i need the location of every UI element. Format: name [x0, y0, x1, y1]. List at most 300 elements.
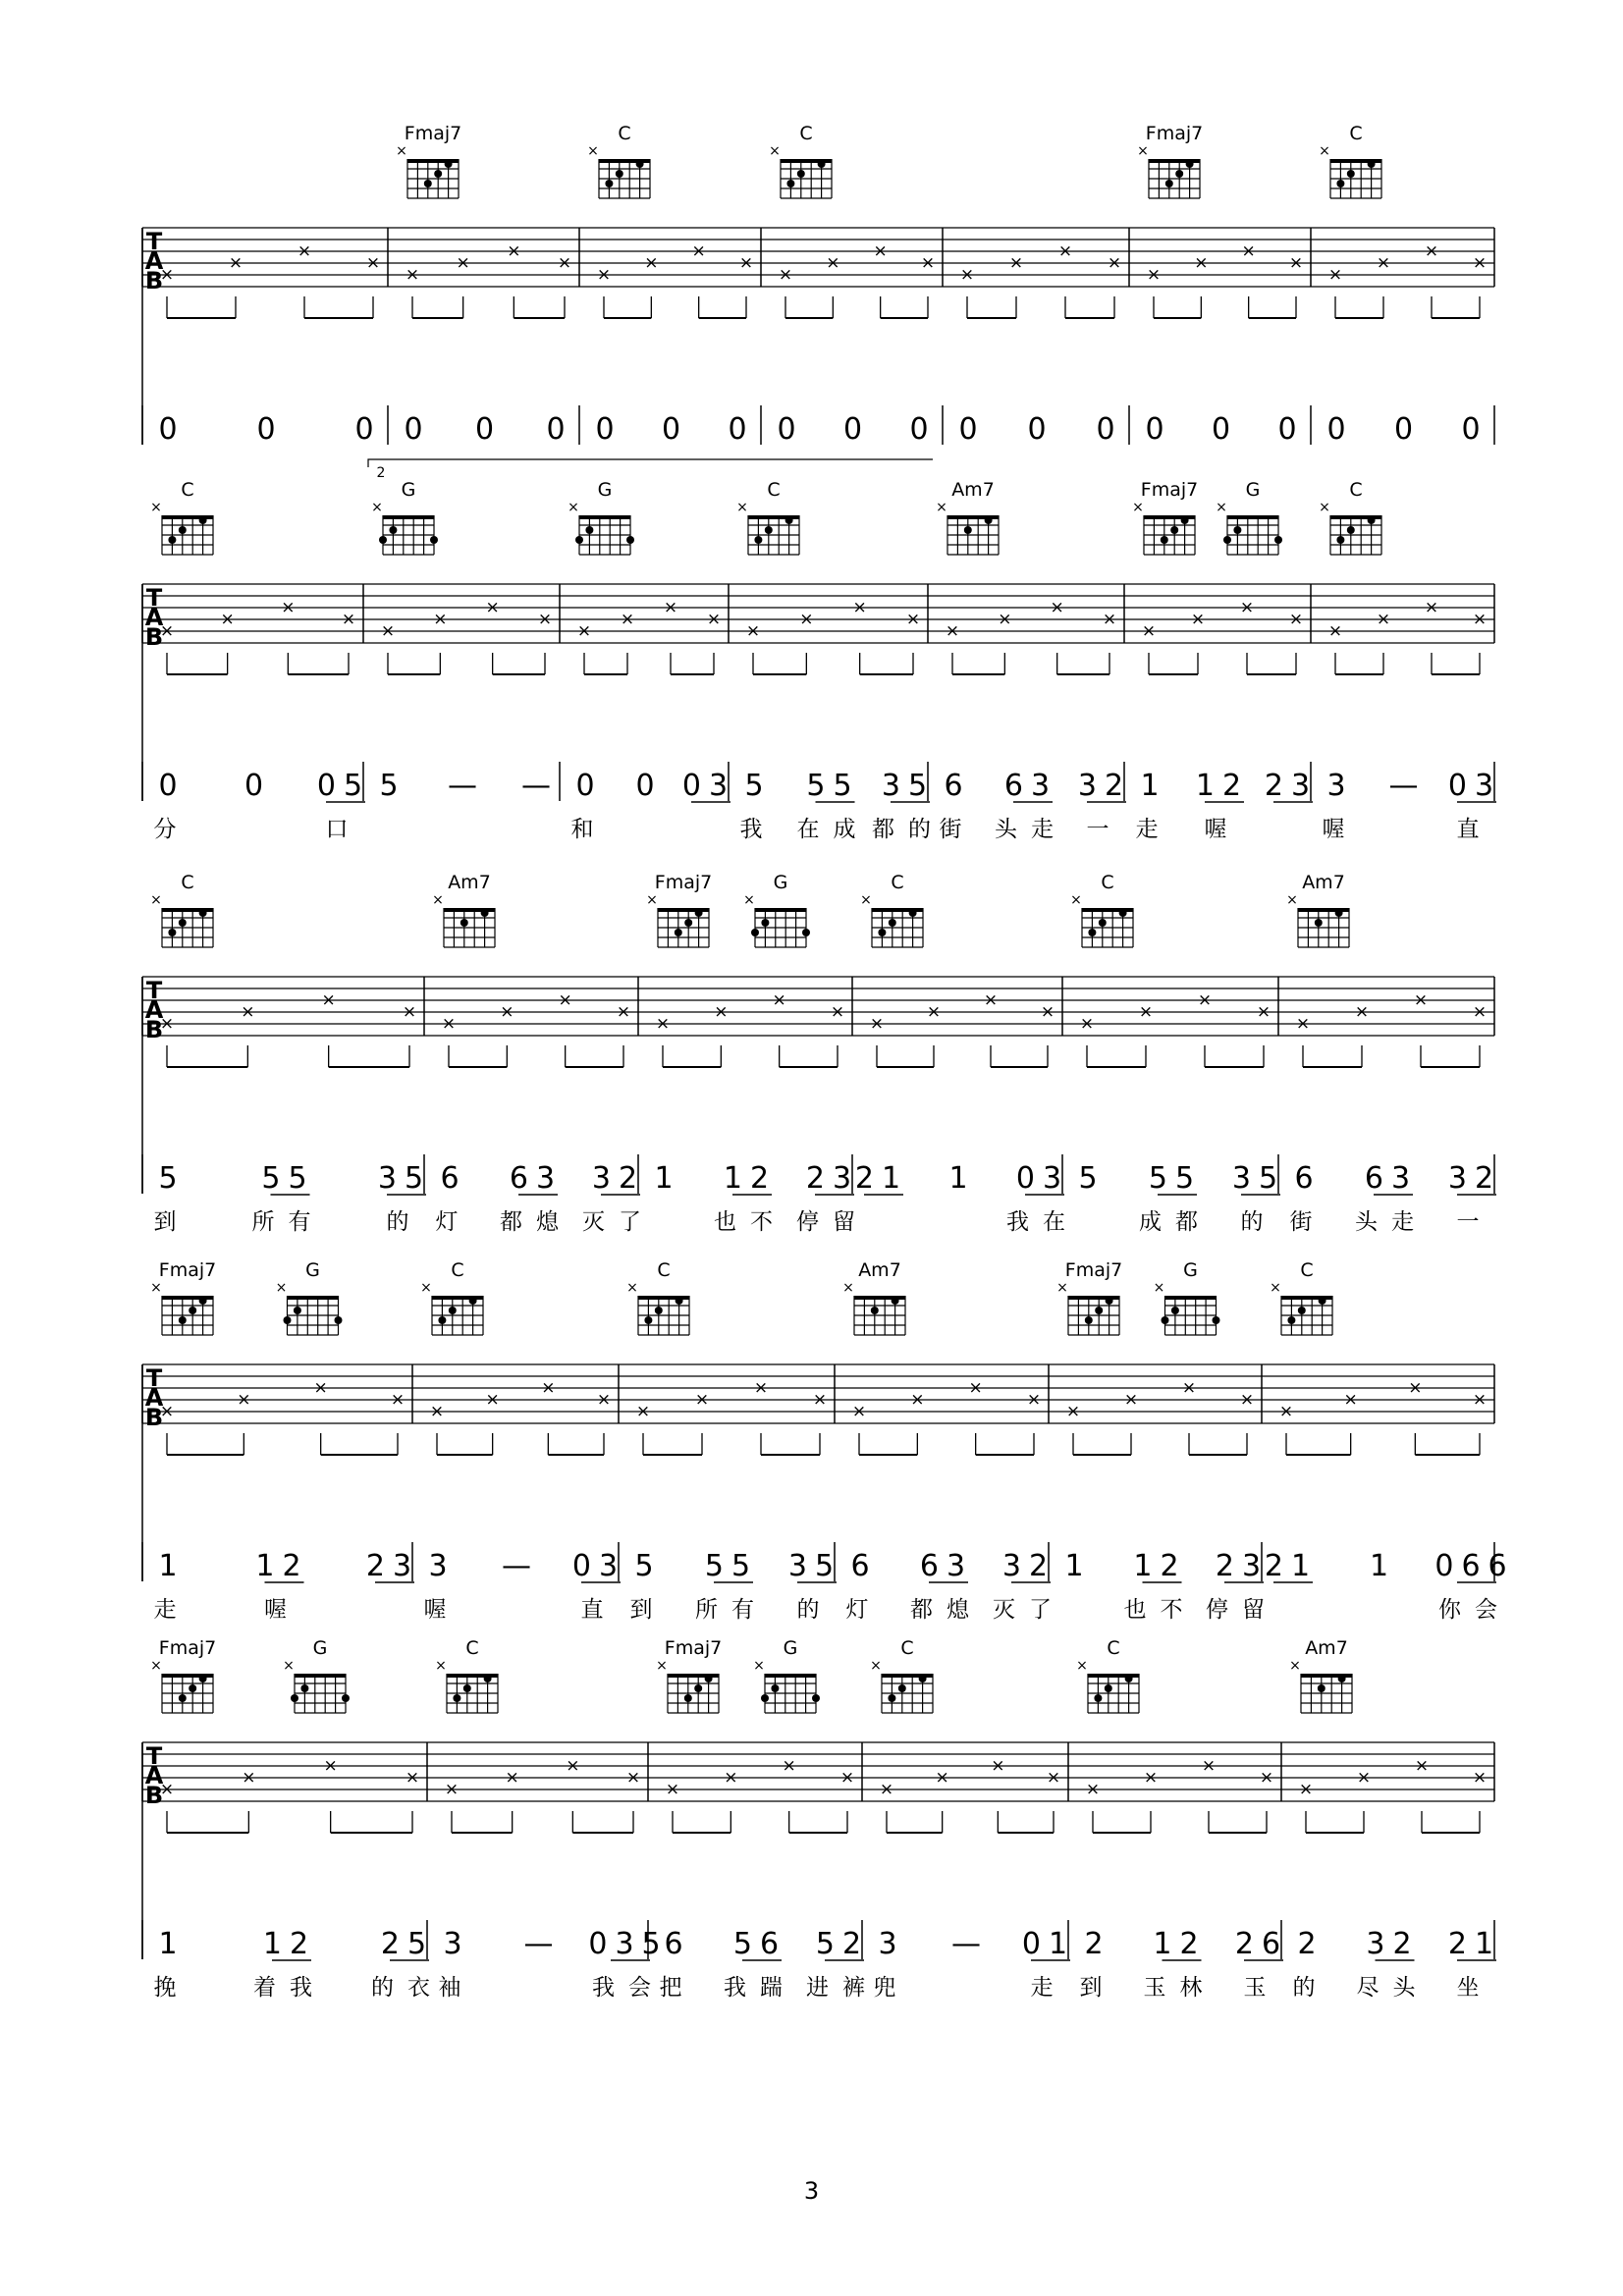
chord-nut: [295, 1674, 346, 1678]
notation-note: 5: [744, 769, 772, 803]
page-number: 3: [803, 2177, 820, 2205]
notation-note: 1: [1140, 769, 1167, 803]
notation-note: 3: [443, 1927, 470, 1961]
tab-note-mark: ×: [1146, 265, 1162, 285]
tab-note-mark: ×: [1197, 990, 1213, 1010]
notation-note: 21: [1447, 1927, 1502, 1961]
tab-note-mark: ×: [485, 598, 500, 617]
chord-name: Fmaj7: [1064, 1259, 1123, 1281]
chord-dot: [878, 929, 886, 936]
lyric-text: 灯: [435, 1209, 472, 1235]
chord-dot: [438, 1316, 446, 1324]
tab-note-mark: ×: [826, 253, 840, 273]
tab-note-mark: ×: [1085, 1780, 1101, 1799]
chord-dot: [430, 536, 438, 544]
notation-note: 55: [704, 1549, 759, 1583]
chord-dot: [199, 516, 207, 524]
measure: [1056, 1259, 1278, 1623]
notation-note: 63: [919, 1549, 974, 1583]
chord-mute-mark: ×: [432, 892, 444, 908]
tab-note-mark: ×: [1298, 1780, 1314, 1799]
chord-diagram: [283, 1637, 350, 1713]
tab-note-mark: ×: [620, 610, 635, 629]
tab-note-mark: ×: [968, 1378, 983, 1398]
chord-mute-mark: ×: [1319, 143, 1330, 159]
tab-clef-letter: B: [144, 267, 164, 294]
lyric-text: 到: [629, 1597, 667, 1623]
chord-name: C: [181, 872, 194, 893]
notation-note: 35: [377, 1161, 432, 1196]
tab-clef-letter: T: [145, 584, 163, 612]
tab-note-mark: ×: [1408, 1378, 1423, 1398]
chord-dot: [898, 1684, 906, 1692]
chord-diagram: [743, 872, 810, 947]
lyric-text: 也不: [714, 1209, 786, 1235]
chord-name: C: [1300, 1259, 1314, 1281]
chord-name: C: [1349, 123, 1363, 144]
notation-note: 0: [842, 412, 871, 447]
tab-note-mark: ×: [905, 610, 921, 629]
notation-note: 6: [1294, 1161, 1322, 1196]
lyric-text: 走: [1030, 1975, 1067, 2001]
chord-name: C: [767, 479, 781, 501]
chord-diagram: [656, 1637, 722, 1713]
chord-name: G: [312, 1637, 328, 1659]
tab-note-mark: ×: [1343, 1390, 1358, 1410]
notation-note: 0: [575, 769, 603, 803]
notation-note: 0: [1096, 412, 1123, 447]
chord-mute-mark: ×: [1286, 892, 1298, 908]
tab-note-mark: ×: [879, 1780, 894, 1799]
chord-dot: [199, 1297, 207, 1305]
chord-dot: [1274, 536, 1282, 544]
chord-mute-mark: ×: [150, 1658, 162, 1674]
tab-note-mark: ×: [380, 621, 396, 641]
notation-note: 32: [1001, 1549, 1056, 1583]
tab-note-mark: ×: [313, 1378, 328, 1398]
chord-mute-mark: ×: [1153, 1280, 1165, 1296]
tab-note-mark: ×: [429, 1402, 445, 1421]
chord-mute-mark: ×: [1076, 1658, 1088, 1674]
measure: [1319, 123, 1488, 447]
lyric-text: 我踹: [724, 1975, 796, 2001]
chord-name: C: [891, 872, 904, 893]
notation-note: 3: [878, 1927, 905, 1961]
lyric-text: 到: [153, 1209, 190, 1235]
tab-note-mark: ×: [1123, 1390, 1139, 1410]
tab-note-mark: ×: [1414, 1756, 1430, 1776]
chord-mute-mark: ×: [753, 1658, 765, 1674]
chord-mute-mark: ×: [1270, 1280, 1281, 1296]
chord-dot: [300, 1684, 308, 1692]
tab-note-mark: ×: [1288, 610, 1304, 629]
chord-dot: [675, 929, 682, 936]
tab-note-mark: ×: [241, 1002, 255, 1022]
notation-note: 1: [158, 1927, 186, 1961]
tab-note-mark: ×: [945, 621, 960, 641]
chord-dot: [797, 170, 805, 178]
chord-dot: [1105, 1684, 1112, 1692]
tab-note-mark: ×: [507, 241, 521, 261]
chord-diagram: [870, 1637, 933, 1713]
chord-dot: [1106, 1297, 1113, 1305]
notation-note: 23: [1264, 769, 1319, 803]
tab-note-mark: ×: [616, 1002, 631, 1022]
chord-dot: [1315, 919, 1323, 927]
measure: [958, 241, 1122, 447]
notation-note: 0: [1277, 412, 1305, 447]
chord-dot: [786, 180, 794, 187]
notation-note: 35: [881, 769, 936, 803]
lyric-text: 到: [1079, 1975, 1116, 2001]
tab-note-mark: ×: [1138, 1002, 1154, 1022]
chord-name: Fmaj7: [158, 1637, 217, 1659]
measure: [150, 872, 431, 1235]
chord-name: Am7: [1305, 1637, 1348, 1659]
tab-note-mark: ×: [159, 1014, 175, 1034]
tab-note-mark: ×: [220, 610, 235, 629]
chord-dot: [1347, 526, 1355, 534]
chord-name: C: [900, 1637, 914, 1659]
measure: [371, 479, 559, 803]
tab-clef-letter: T: [145, 1742, 163, 1770]
lyric-text: 街: [939, 817, 976, 842]
chord-name: C: [1107, 1637, 1120, 1659]
chord-dot: [605, 180, 613, 187]
notation-note: 01: [1021, 1927, 1076, 1961]
notation-note: 55: [1148, 1161, 1203, 1196]
lyric-text: 灭了: [993, 1597, 1065, 1623]
chord-mute-mark: ×: [371, 500, 383, 515]
lyric-text: 袖: [438, 1975, 475, 2001]
chord-mute-mark: ×: [1137, 143, 1149, 159]
tab-note-mark: ×: [772, 990, 786, 1010]
chord-mute-mark: ×: [646, 892, 658, 908]
tab-note-mark: ×: [738, 253, 754, 273]
chord-dot: [1085, 1316, 1093, 1324]
tab-note-mark: ×: [1239, 1390, 1255, 1410]
notation-note: 6: [944, 769, 971, 803]
chord-nut: [765, 1674, 816, 1678]
chord-dot: [1165, 180, 1173, 187]
tab-note-mark: ×: [297, 241, 312, 261]
chord-diagram: [371, 479, 438, 555]
lyric-text: 所有: [251, 1209, 325, 1235]
notation-note: 32: [1447, 1161, 1502, 1196]
tab-note-mark: ×: [441, 1014, 457, 1034]
chord-dot: [1347, 170, 1355, 178]
tab-note-mark: ×: [782, 1756, 796, 1776]
tab-note-mark: ×: [1201, 1756, 1217, 1776]
lyric-text: 坐: [1456, 1975, 1493, 2001]
tab-note-mark: ×: [1376, 610, 1391, 629]
chord-dot: [199, 1675, 207, 1682]
chord-mute-mark: ×: [936, 500, 947, 515]
system: [142, 1259, 1515, 1623]
measure: [1265, 1259, 1515, 1623]
tab-note-mark: ×: [566, 1756, 580, 1776]
notation-note: 32: [1077, 769, 1132, 803]
tab-note-mark: ×: [1472, 1768, 1488, 1788]
notation-note: 03: [1015, 1161, 1070, 1196]
chord-dot: [1095, 1307, 1103, 1314]
tab-note-mark: ×: [1181, 1378, 1197, 1398]
lyric-text: 玉: [1243, 1975, 1280, 2001]
chord-dot: [1336, 536, 1344, 544]
notation-note: 1: [948, 1161, 976, 1196]
tab-note-mark: ×: [625, 1768, 641, 1788]
lyric-text: 直: [580, 1597, 618, 1623]
tab-note-mark: ×: [873, 241, 888, 261]
chord-mute-mark: ×: [150, 892, 162, 908]
chord-diagram: [150, 872, 213, 947]
lyric-text: 玉林: [1143, 1975, 1217, 2001]
tab-note-mark: ×: [281, 598, 296, 617]
chord-dot: [761, 919, 769, 927]
notation-note: 1: [1064, 1549, 1092, 1583]
tab-note-mark: ×: [159, 621, 175, 641]
chord-dot: [1162, 1316, 1169, 1324]
lyric-text: 走: [153, 1597, 190, 1623]
tab-note-mark: ×: [159, 265, 175, 285]
tab-note-mark: ×: [1295, 1014, 1311, 1034]
chord-dot: [1338, 1675, 1346, 1682]
measure: [1076, 1637, 1288, 2001]
tab-note-mark: ×: [830, 1002, 845, 1022]
measure: [1286, 872, 1501, 1235]
chord-dot: [655, 1307, 663, 1314]
chord-dot: [1175, 170, 1183, 178]
tab-clef-letter: T: [145, 1364, 163, 1392]
chord-diagram: [1319, 479, 1381, 555]
chord-diagram: [420, 1259, 483, 1335]
chord-dot: [1088, 929, 1096, 936]
measure: [1132, 479, 1318, 842]
chord-dot: [389, 526, 397, 534]
lyric-text: 我: [739, 817, 777, 842]
tab-note-mark: ×: [1026, 1390, 1042, 1410]
chord-nut: [1165, 1296, 1217, 1300]
tab-note-mark: ×: [1046, 1768, 1061, 1788]
chord-diagram: [1216, 479, 1282, 555]
chord-mute-mark: ×: [656, 1658, 668, 1674]
chord-name: Fmaj7: [1140, 479, 1199, 501]
notation-note: 1: [1369, 1549, 1397, 1583]
tab-note-mark: ×: [635, 1402, 651, 1421]
chord-diagram: [753, 1637, 820, 1713]
chord-diagram: [587, 123, 650, 198]
tab-note-mark: ×: [1327, 265, 1343, 285]
chord-dot: [189, 1307, 196, 1314]
lyric-text: 所有: [695, 1597, 768, 1623]
lyric-text: 的: [1292, 1975, 1329, 2001]
notation-note: 6: [440, 1161, 467, 1196]
chord-name: Am7: [858, 1259, 901, 1281]
chord-dot: [168, 536, 176, 544]
chord-name: C: [181, 479, 194, 501]
notation-note: 0: [1145, 412, 1172, 447]
tab-note-mark: ×: [1107, 253, 1122, 273]
chord-dot: [284, 1316, 292, 1324]
tab-note-mark: ×: [541, 1378, 556, 1398]
chord-dot: [705, 1675, 713, 1682]
chord-name: Fmaj7: [1145, 123, 1204, 144]
tab-note-mark: ×: [852, 598, 867, 617]
tab-note-mark: ×: [910, 1390, 925, 1410]
notation-note: —: [521, 769, 559, 803]
chord-diagram: [1070, 872, 1133, 947]
tab-note-mark: ×: [926, 1002, 942, 1022]
chord-mute-mark: ×: [150, 500, 162, 515]
notation-note: 35: [1231, 1161, 1286, 1196]
measure: [936, 479, 1131, 842]
chord-diagram: [842, 1259, 905, 1335]
chord-diagram: [646, 872, 712, 947]
tab-note-mark: ×: [402, 1002, 417, 1022]
chord-mute-mark: ×: [626, 1280, 638, 1296]
tab-note-mark: ×: [365, 253, 381, 273]
chord-name: G: [305, 1259, 320, 1281]
chord-dot: [871, 1307, 879, 1314]
measure: [855, 872, 1079, 1235]
chord-dot: [585, 526, 593, 534]
tab-note-mark: ×: [1413, 990, 1429, 1010]
tab-note-mark: ×: [1143, 1768, 1159, 1788]
notation-note: 52: [815, 1927, 870, 1961]
chord-mute-mark: ×: [769, 143, 781, 159]
tab-note-mark: ×: [694, 1390, 710, 1410]
chord-dot: [636, 160, 644, 168]
chord-dot: [626, 536, 634, 544]
notation-note: 0: [909, 412, 937, 447]
notation-note: 0: [635, 769, 663, 803]
notation-note: 066: [1434, 1549, 1515, 1583]
tab-note-mark: ×: [851, 1402, 867, 1421]
tab-note-mark: ×: [485, 1390, 500, 1410]
tab-note-mark: ×: [1008, 253, 1024, 273]
chord-dot: [644, 1316, 652, 1324]
tab-note-mark: ×: [812, 1390, 828, 1410]
chord-name: G: [597, 479, 613, 501]
tab-note-mark: ×: [1239, 598, 1255, 617]
lyric-text: 的: [386, 1209, 423, 1235]
tab-note-mark: ×: [753, 1378, 769, 1398]
chord-dot: [179, 526, 187, 534]
tab-note-mark: ×: [1102, 610, 1117, 629]
chord-dot: [1368, 160, 1376, 168]
chord-nut: [383, 515, 434, 519]
tab-note-mark: ×: [500, 1002, 514, 1022]
chord-diagram: [626, 1259, 689, 1335]
tab-note-mark: ×: [1057, 241, 1073, 261]
lyric-text: 我会: [592, 1975, 665, 2001]
lyric-text: 街: [1289, 1209, 1326, 1235]
chord-diagram: [150, 1259, 216, 1335]
tab-note-mark: ×: [1356, 1768, 1372, 1788]
measure: [150, 479, 370, 842]
measure: [870, 1637, 1075, 2001]
notation-note: 23: [1215, 1549, 1270, 1583]
notation-note: 0: [404, 412, 431, 447]
chord-dot: [1287, 1316, 1295, 1324]
tab-clef-letter: A: [144, 1384, 164, 1412]
measure: [568, 479, 735, 842]
chord-name: G: [1245, 479, 1261, 501]
chord-mute-mark: ×: [1319, 500, 1330, 515]
tab-note-mark: ×: [405, 265, 420, 285]
lyric-text: 口: [325, 817, 362, 842]
chord-dot: [453, 1694, 460, 1702]
notation-note: 5: [634, 1549, 662, 1583]
notation-note: 63: [1364, 1161, 1419, 1196]
lyric-text: 一: [1086, 817, 1123, 842]
system: [142, 479, 1501, 842]
tab-note-mark: ×: [433, 610, 448, 629]
tab-note-mark: ×: [390, 1390, 406, 1410]
notation-note: 0: [1027, 412, 1055, 447]
chord-diagram: [1137, 123, 1203, 198]
chord-nut: [755, 908, 806, 912]
notation-note: 12: [723, 1161, 778, 1196]
tab-note-mark: ×: [998, 610, 1012, 629]
chord-mute-mark: ×: [1216, 500, 1227, 515]
notation-note: 0: [546, 412, 573, 447]
tab-note-mark: ×: [869, 1014, 885, 1034]
notation-note: 0: [1326, 412, 1354, 447]
tab-note-mark: ×: [505, 1768, 519, 1788]
chord-mute-mark: ×: [870, 1658, 882, 1674]
chord-name: Fmaj7: [654, 872, 713, 893]
chord-name: G: [401, 479, 416, 501]
measure: [587, 123, 754, 447]
tab-note-mark: ×: [596, 1390, 612, 1410]
lyric-text: 喔: [1204, 817, 1241, 842]
chord-dot: [1368, 516, 1376, 524]
chord-dot: [445, 160, 453, 168]
chord-dot: [818, 160, 826, 168]
chord-dot: [695, 909, 703, 917]
tab-note-mark: ×: [159, 1780, 175, 1799]
tab-clef-letter: B: [144, 1782, 164, 1809]
chord-mute-mark: ×: [1132, 500, 1144, 515]
chord-dot: [1125, 1675, 1133, 1682]
tab-note-mark: ×: [691, 241, 706, 261]
tab-note-mark: ×: [991, 1756, 1005, 1776]
chord-name: C: [618, 123, 631, 144]
tab-note-mark: ×: [1141, 621, 1157, 641]
notation-note: 25: [380, 1927, 435, 1961]
chord-dot: [434, 170, 442, 178]
chord-dot: [575, 536, 583, 544]
lyric-text: 和: [570, 817, 608, 842]
chord-dot: [168, 929, 176, 936]
chord-dot: [1094, 1694, 1102, 1702]
tab-note-mark: ×: [456, 253, 470, 273]
chord-dot: [694, 1684, 702, 1692]
chord-name: Am7: [448, 872, 491, 893]
chord-dot: [889, 919, 896, 927]
tab-note-mark: ×: [1327, 621, 1343, 641]
chord-dot: [1099, 919, 1107, 927]
chord-dot: [463, 1684, 471, 1692]
chord-dot: [1186, 160, 1194, 168]
chord-dot: [785, 516, 793, 524]
tab-note-mark: ×: [242, 1768, 256, 1788]
lyric-text: 你会: [1438, 1597, 1511, 1623]
chord-nut: [579, 515, 630, 519]
lyric-text: 我在: [1006, 1209, 1079, 1235]
chord-diagram: [860, 872, 923, 947]
